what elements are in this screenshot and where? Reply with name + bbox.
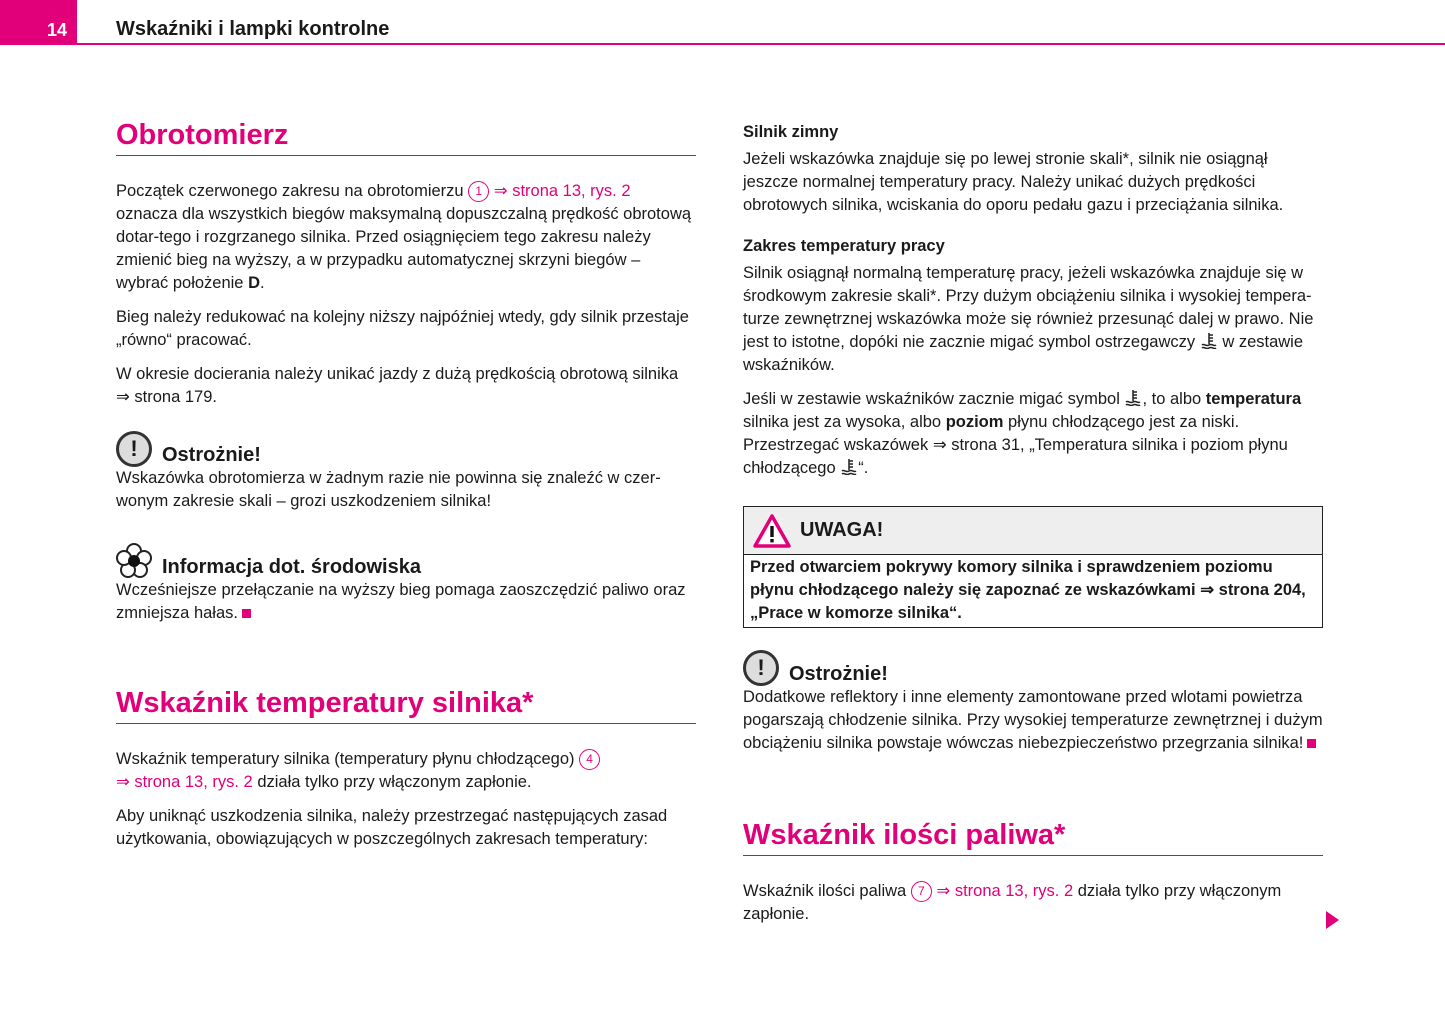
bold-text: poziom: [945, 413, 1004, 431]
flower-icon: [116, 543, 152, 579]
text: Dodatkowe reflektory i inne elementy zamontowane przed wlotami powietrza pogarszają chłodzenie silnika. Przy wysokiej temperaturze zewnętrznej i dużym obciążeniu silnika powstaje wówczas niebezpieczeństwo przegrzania silnika!: [743, 688, 1323, 752]
text: Początek czerwonego zakresu na obrotomierzu: [116, 182, 464, 200]
paragraph: Bieg należy redukować na kolejny niższy najpóźniej wtedy, gdy silnik przestaje „równo“ pracować.: [116, 308, 689, 349]
end-marker: [1307, 739, 1316, 748]
environment-text: [116, 579, 696, 625]
continue-arrow-icon: [1326, 911, 1339, 929]
paragraph: Jeżeli wskazówka znajduje się po lewej stronie skali*, silnik nie osiągnął jeszcze normalnej temperatury pracy. Należy unikać dużych prędkości obrotowych silnika, wciskania do oporu pedału gazu i przeciążania silnika.: [743, 150, 1284, 214]
page-link[interactable]: ⇒ strona 13, rys. 2: [493, 182, 631, 200]
coolant-temperature-icon: [1124, 389, 1142, 406]
paragraph: [743, 262, 1323, 377]
environment-note: [116, 543, 696, 579]
caution-note: [743, 650, 1323, 686]
caution-text: Wskazówka obrotomierza w żadnym razie nie powinna się znaleźć w czer-wonym zakresie skali – grozi uszkodzeniem silnika!: [116, 469, 661, 510]
page-link[interactable]: ⇒ strona 13, rys. 2: [116, 773, 253, 791]
right-column: [743, 121, 1323, 937]
text: Wskaźnik ilości paliwa: [743, 882, 907, 900]
text: Wskaźnik temperatury silnika (temperatury płynu chłodzącego): [116, 750, 575, 768]
warning-text: Przed otwarciem pokrywy komory silnika i sprawdzeniem poziomu płynu chłodzącego należy się zapoznać ze wskazówkami ⇒ strona 204, „Prace w komorze silnika“.: [750, 558, 1306, 622]
text: w zestawie wskaźników.: [743, 333, 1304, 374]
chapter-title: Wskaźniki i lampki kontrolne: [116, 18, 390, 40]
text: płynu chłodzącego jest za niski. Przestrzegać wskazówek ⇒ strona 31, „Temperatura silnika i poziom płynu chłodzącego: [743, 413, 1288, 477]
text: Wcześniejsze przełączanie na wyższy bieg pomaga zaoszczędzić paliwo oraz zmniejsza hałas.: [116, 581, 686, 622]
callout-number: 4: [579, 749, 600, 770]
text: działa tylko przy włączonym zapłonie.: [743, 882, 1282, 923]
page-number: 14: [0, 0, 77, 45]
text: działa tylko przy włączonym zapłonie.: [257, 773, 532, 791]
text: “.: [858, 459, 869, 477]
text: .: [260, 274, 265, 292]
text: , to albo: [1142, 390, 1202, 408]
callout-number: 7: [911, 881, 932, 902]
warning-header: [744, 507, 1322, 555]
text: Silnik osiągnął normalną temperaturę pracy, jeżeli wskazówka znajduje się w środkowym zakresie skali*. Przy dużym obciążeniu silnika i wysokiej tempera-turze zewnętrznej wskazówka może się również przesunąć dalej w prawo. Nie jest to istotne, dopóki nie zacznie migać symbol ostrzegawczy: [743, 264, 1314, 351]
section-title-temperature: Wskaźnik temperatury silnika*: [116, 685, 696, 724]
text: Jeśli w zestawie wskaźników zacznie migać symbol: [743, 390, 1120, 408]
paragraph: [116, 748, 696, 794]
left-column: [116, 117, 696, 862]
coolant-temperature-icon: [1200, 332, 1218, 349]
warning-box: [743, 506, 1323, 628]
paragraph: [743, 388, 1323, 480]
paragraph: W okresie docierania należy unikać jazdy z dużą prędkością obrotową silnika ⇒ strona 179.: [116, 365, 679, 406]
environment-title: Informacja dot. środowiska: [162, 556, 421, 578]
paragraph: [743, 880, 1323, 926]
callout-number: 1: [468, 181, 489, 202]
caution-title: Ostrożnie!: [162, 444, 261, 466]
caution-text: [743, 686, 1323, 755]
paragraph: [116, 180, 696, 295]
exclamation-icon: !: [743, 650, 779, 686]
end-marker: [242, 609, 251, 618]
text: oznacza dla wszystkich biegów maksymalną dopuszczalną prędkość obrotową dotar-tego i rozgrzanego silnika. Przed osiągnięciem tego zakresu należy zmienić bieg na wyższy, a w przypadku automatycznej skrzyni biegów – wybrać położenie: [116, 205, 692, 292]
caution-title: Ostrożnie!: [789, 663, 888, 685]
section-title-tachometer: Obrotomierz: [116, 117, 696, 156]
page-link[interactable]: ⇒ strona 13, rys. 2: [936, 882, 1074, 900]
subheading-operating-range: Zakres temperatury pracy: [743, 237, 945, 255]
exclamation-icon: !: [116, 431, 152, 467]
bold-text: D: [248, 274, 261, 292]
paragraph: Aby uniknąć uszkodzenia silnika, należy przestrzegać następujących zasad użytkowania, obowiązujących w poszczególnych zakresach temperatury:: [116, 807, 668, 848]
coolant-temperature-icon: [840, 458, 858, 475]
subheading-cold: Silnik zimny: [743, 123, 839, 141]
warning-title: UWAGA!: [800, 519, 884, 541]
header-rule: [77, 43, 1445, 45]
section-title-fuel: Wskaźnik ilości paliwa*: [743, 817, 1323, 856]
bold-text: temperatura: [1205, 390, 1302, 408]
text: silnika jest za wysoka, albo: [743, 413, 942, 431]
caution-note: [116, 431, 696, 467]
warning-triangle-icon: [752, 513, 792, 549]
